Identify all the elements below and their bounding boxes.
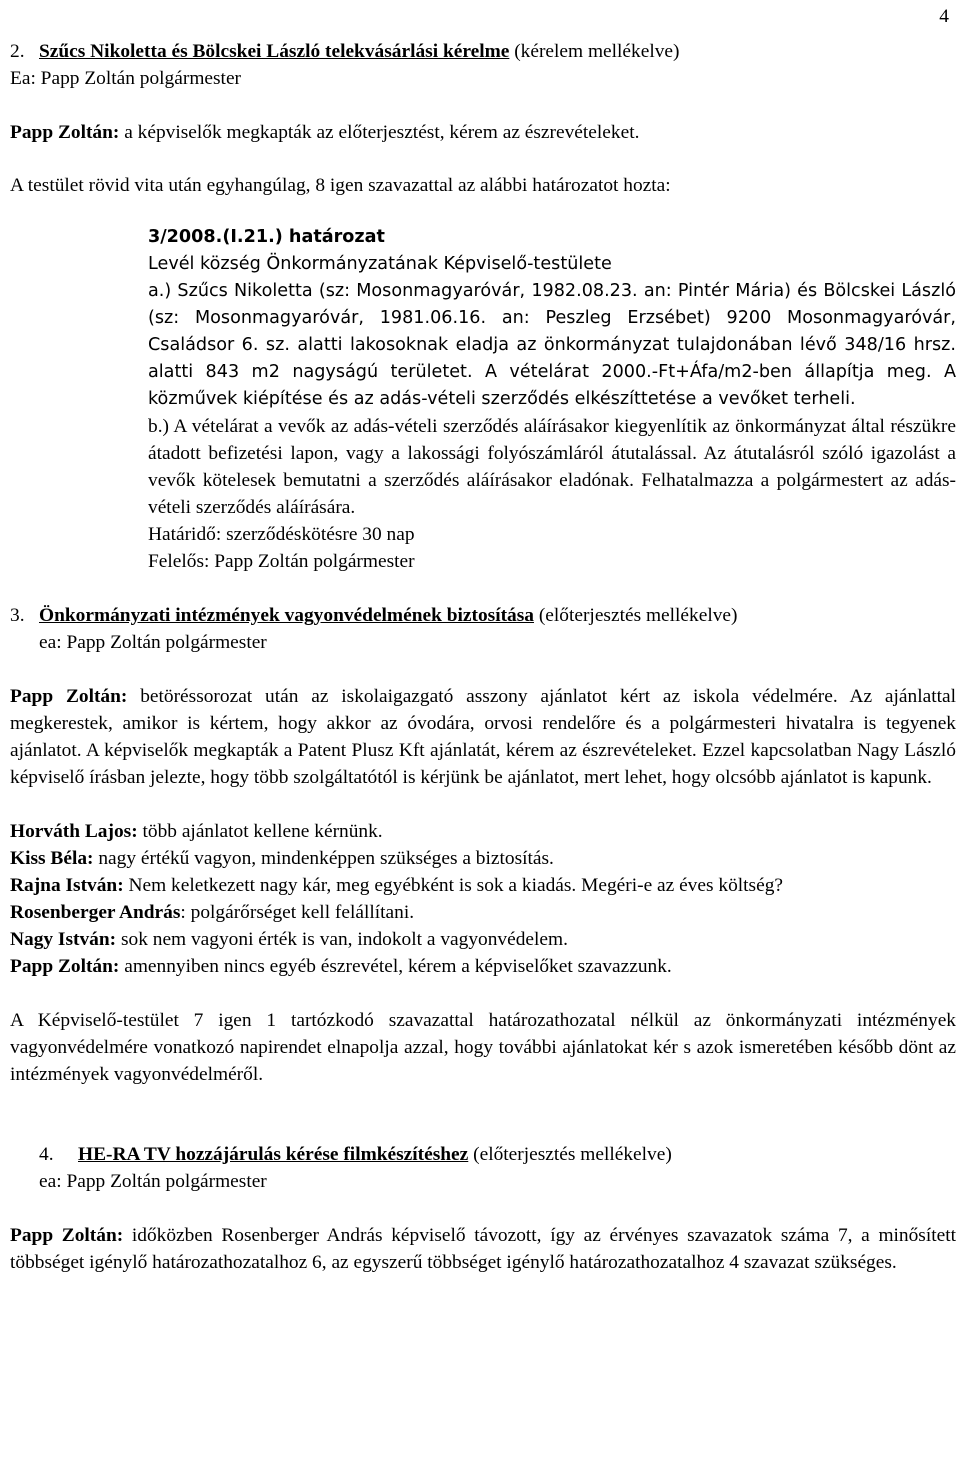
speaker-name: Rosenberger András	[10, 902, 181, 923]
comment	[10, 899, 956, 926]
resolution-block	[148, 224, 956, 413]
agenda-title: Szűcs Nikoletta és Bölcskei László telekvásárlási kérelme	[39, 41, 510, 62]
comment	[10, 926, 956, 953]
agenda-note: (kérelem mellékelve)	[509, 41, 680, 62]
speech-text: időközben Rosenberger András képviselő távozott, így az érvényes szavazatok száma 7, a minősített többséget igénylő határozathozatalhoz 6, az egyszerű többséget igénylő határozathozatalhoz 4 szavazat szükséges.	[10, 1225, 957, 1273]
speech	[10, 119, 956, 146]
comment	[10, 818, 956, 845]
agenda-number: 2.	[10, 41, 25, 62]
resolution-deadline: Határidő: szerződéskötésre 30 nap	[148, 524, 415, 545]
comment-text: nagy értékű vagyon, mindenképpen szükséges a biztosítás.	[93, 848, 554, 869]
page-number: 4	[939, 6, 949, 27]
resolution-point-b: b.) A vételárat a vevők az adás-vételi szerződés aláírásakor kiegyenlítik az önkormányzat által részükre átadott befizetési lapon, vagy a lakossági folyószámláról átutalással. Az átutalásról szóló igazolást a vevők kötelesek bemutatni a szerződés aláírásakor eladónak. Felhatalmazza a polgármestert az adás-vételi szerződés aláírására.	[148, 416, 956, 518]
comment-text: Nem keletkezett nagy kár, meg egyébként is sok a kiadás. Megéri-e az éves költség?	[123, 875, 784, 896]
agenda-item-3	[10, 602, 956, 629]
agenda-presenter: ea: Papp Zoltán polgármester	[39, 1171, 267, 1192]
agenda-presenter: ea: Papp Zoltán polgármester	[39, 632, 267, 653]
agenda-title: HE-RA TV hozzájárulás kérése filmkészítéshez	[78, 1144, 469, 1165]
agenda-presenter: Ea: Papp Zoltán polgármester	[10, 68, 242, 89]
speaker-name: Nagy István:	[10, 929, 117, 950]
resolution-responsible: Felelős: Papp Zoltán polgármester	[148, 551, 415, 572]
agenda-item-4	[39, 1141, 956, 1168]
speaker-name: Rajna István:	[10, 875, 124, 896]
comment-text: : polgárőrséget kell felállítani.	[180, 902, 415, 923]
speech	[10, 1222, 956, 1276]
vote-statement: A testület rövid vita után egyhangúlag, 8 igen szavazattal az alábbi határozatot hozta:	[10, 175, 671, 196]
comment-text: több ajánlatot kellene kérnünk.	[137, 821, 383, 842]
speaker-name: Papp Zoltán:	[10, 1225, 124, 1246]
resolution-continued	[148, 413, 956, 575]
comment	[10, 872, 956, 899]
speaker-name: Kiss Béla:	[10, 848, 94, 869]
speech-text: betöréssorozat után az iskolaigazgató asszony ajánlatot kért az iskola védelmére. Az ajánlattal megkerestek, amikor is kértem, hogy akkor az óvodára, orvosi rendelőre és a polgármesteri hivatalra is tegyenek ajánlatot. A képviselők megkapták a Patent Plusz Kft ajánlatát, kérem az észrevételeket. Ezzel kapcsolatban Nagy László képviselő írásban jelezte, hogy több szolgáltatótól is kérjünk be ajánlatot, mert lehet, hogy olcsóbb ajánlatot is kapunk.	[10, 686, 956, 788]
agenda-note: (előterjesztés mellékelve)	[533, 605, 738, 626]
comment-text: sok nem vagyoni érték is van, indokolt a vagyonvédelem.	[116, 929, 568, 950]
document-body	[10, 38, 956, 1276]
speaker-name: Papp Zoltán:	[10, 122, 120, 143]
speech-text: a képviselők megkapták az előterjesztést, kérem az észrevételeket.	[119, 122, 640, 143]
resolution-title: 3/2008.(I.21.) határozat	[148, 227, 385, 247]
speech	[10, 683, 956, 791]
agenda-number: 3.	[10, 605, 25, 626]
agenda-title: Önkormányzati intézmények vagyonvédelmének biztosítása	[39, 605, 534, 626]
resolution-point-a: a.) Szűcs Nikoletta (sz: Mosonmagyaróvár, 1982.08.23. an: Pintér Mária) és Bölcskei László (sz: Mosonmagyaróvár, 1981.06.16. an: Peszleg Erzsébet) 9200 Mosonmagyaróvár, Családsor 6. sz. alatti lakosoknak eladja az önkormányzat tulajdonában lévő 348/16 hrsz. alatti 843 m2 nagyságú területet. A vételárat 2000.-Ft+Áfa/m2-ben állapítja meg. A közművek kiépítése és az adás-vételi szerződés elkészíttetése a vevőket terheli.	[148, 281, 956, 409]
agenda-note: (előterjesztés mellékelve)	[468, 1144, 672, 1165]
decision-statement: A Képviselő-testület 7 igen 1 tartózkodó szavazattal határozathozatal nélkül az önkormányzati intézmények vagyonvédelmére vonatkozó napirendet elnapolja azzal, hogy további ajánlatokat kér s azok ismeretében később dönt az intézmények vagyonvédelméről.	[10, 1010, 956, 1085]
comment	[10, 845, 956, 872]
comment	[10, 953, 956, 980]
comment-text: amennyiben nincs egyéb észrevétel, kérem a képviselőket szavazzunk.	[119, 956, 672, 977]
agenda-item-2	[10, 38, 956, 65]
speaker-name: Papp Zoltán:	[10, 686, 128, 707]
resolution-body-name: Levél község Önkormányzatának Képviselő-testülete	[148, 254, 612, 274]
speaker-name: Horváth Lajos:	[10, 821, 138, 842]
speaker-name: Papp Zoltán:	[10, 956, 120, 977]
agenda-number: 4.	[39, 1144, 54, 1165]
